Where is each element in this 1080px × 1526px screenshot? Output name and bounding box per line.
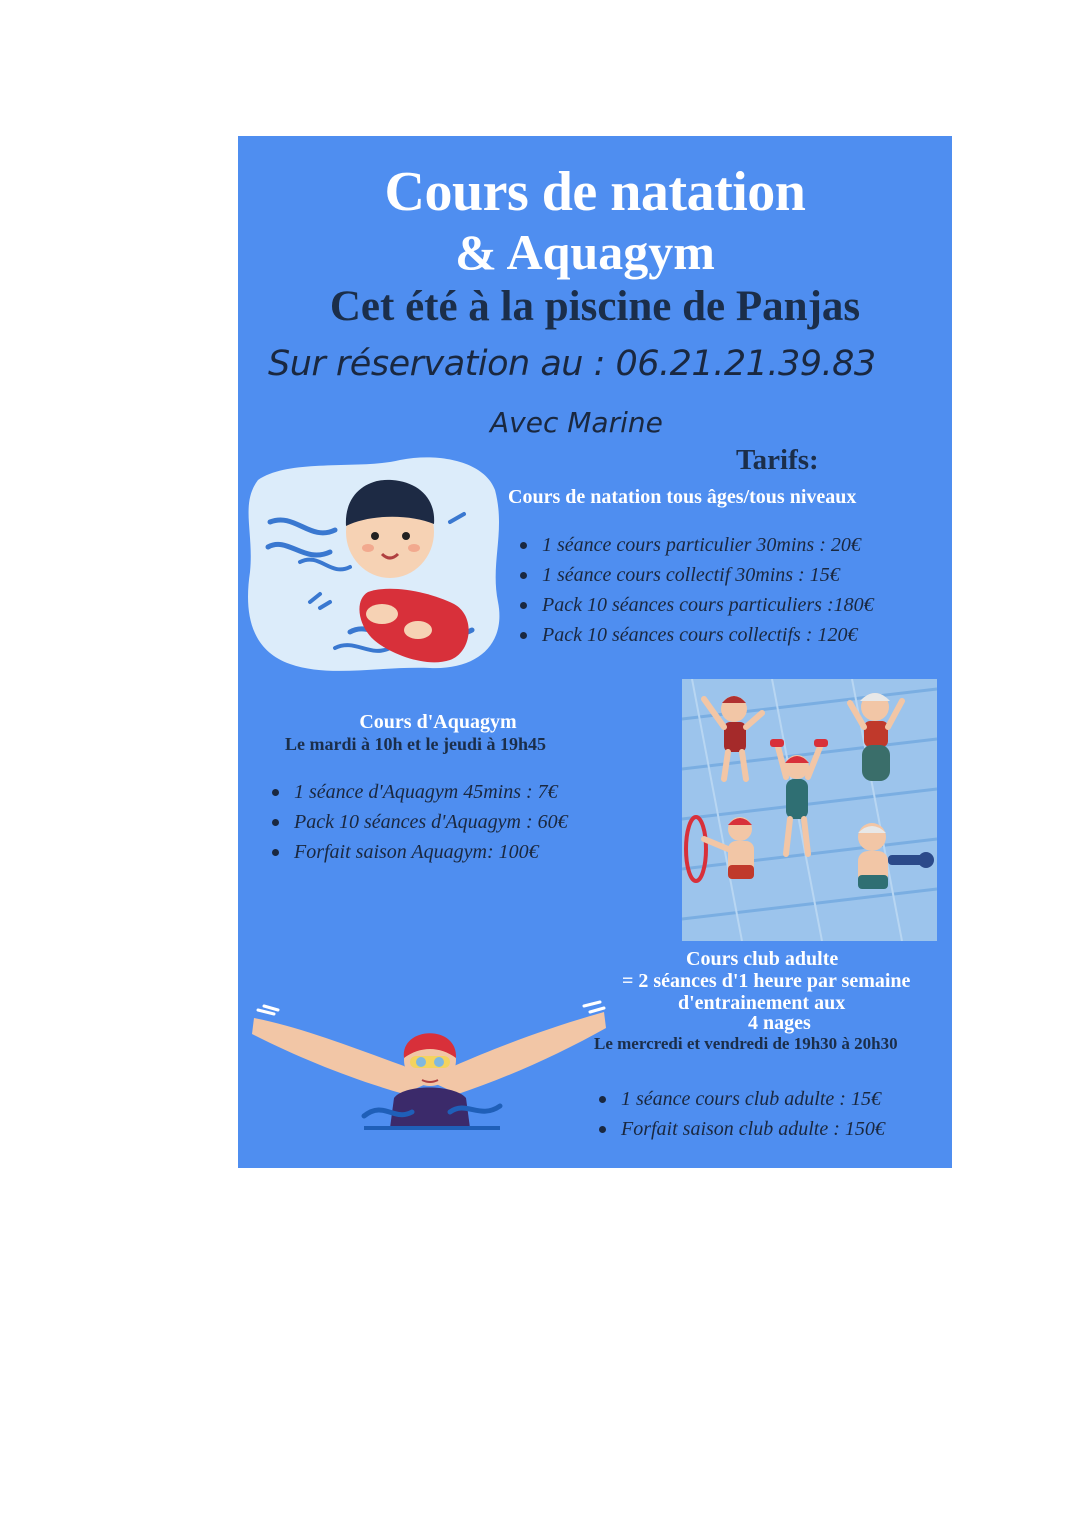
flyer <box>238 136 952 1168</box>
aquagym-schedule: Le mardi à 10h et le jeudi à 19h45 <box>285 734 546 754</box>
list-item: Pack 10 séances cours collectifs : 120€ <box>514 620 874 650</box>
list-item: 1 séance cours collectif 30mins : 15€ <box>514 560 874 590</box>
aquagym-heading: Cours d'Aquagym <box>359 711 517 733</box>
club-schedule: Le mercredi et vendredi de 19h30 à 20h30 <box>594 1034 898 1053</box>
list-item: 1 séance d'Aquagym 45mins : 7€ <box>266 777 568 807</box>
instructor-name: Avec Marine <box>490 406 663 439</box>
natation-heading: Cours de natation tous âges/tous niveaux <box>508 486 857 508</box>
child-swimmer-illustration <box>240 452 508 678</box>
aquagym-group-illustration <box>682 679 937 941</box>
list-item: Pack 10 séances cours particuliers :180€ <box>514 590 874 620</box>
list-item: 1 séance cours particulier 30mins : 20€ <box>514 530 874 560</box>
list-item: Pack 10 séances d'Aquagym : 60€ <box>266 807 568 837</box>
tarifs-heading: Tarifs: <box>736 444 819 476</box>
list-item: 1 séance cours club adulte : 15€ <box>593 1084 885 1114</box>
club-line-2: d'entrainement aux <box>678 992 846 1014</box>
butterfly-swimmer-illustration <box>244 988 614 1138</box>
aquagym-price-list <box>266 777 568 867</box>
list-item: Forfait saison club adulte : 150€ <box>593 1114 885 1144</box>
club-line-1: = 2 séances d'1 heure par semaine <box>622 970 911 992</box>
club-heading: Cours club adulte <box>686 948 839 970</box>
reservation-phone: Sur réservation au : 06.21.21.39.83 <box>268 344 876 384</box>
club-line-3: 4 nages <box>748 1012 811 1034</box>
list-item: Forfait saison Aquagym: 100€ <box>266 837 568 867</box>
title-line-2: & Aquagym <box>455 224 715 280</box>
club-price-list <box>593 1084 885 1144</box>
title-line-1: Cours de natation <box>384 161 806 223</box>
title-line-3: Cet été à la piscine de Panjas <box>329 283 861 330</box>
natation-price-list <box>514 530 874 650</box>
